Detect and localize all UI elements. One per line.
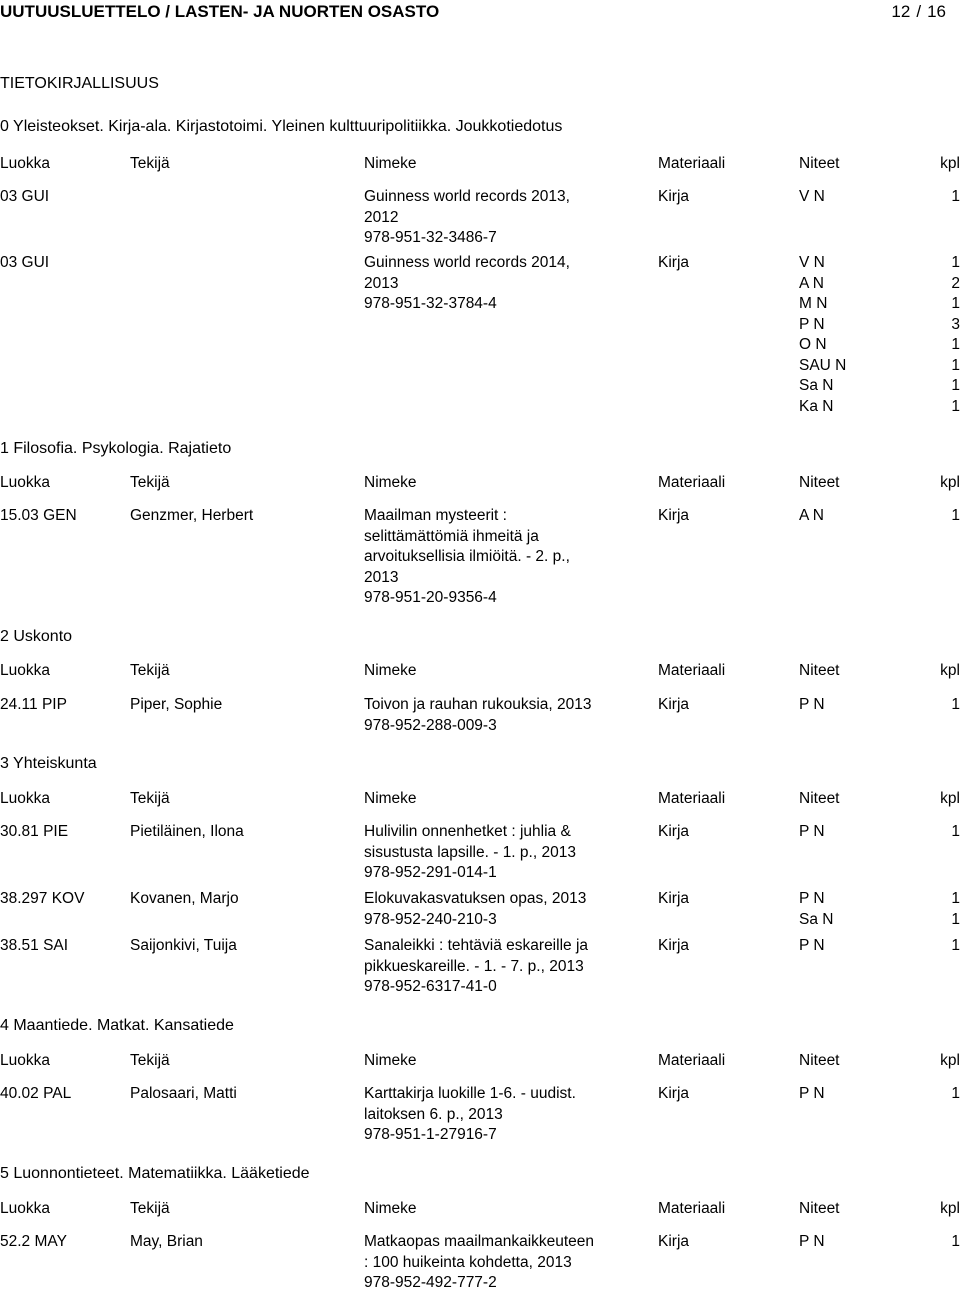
niteet-row [799,1084,960,1105]
niteet-row [799,274,960,295]
col-kpl: kpl [940,155,960,172]
niteet-kpl: 1 [951,295,960,312]
group-title: 4 Maantiede. Matkat. Kansatiede [0,1017,234,1034]
entry-materiaali: Kirja [658,890,690,907]
col-nimeke: Nimeke [364,790,417,807]
col-niteet: Niteet [799,155,840,172]
niteet-row [799,397,960,418]
entry-luokka: 24.11 PIP [0,696,67,713]
niteet-row [799,253,960,274]
nimeke-line: 2012 [364,208,399,226]
niteet-code: P N [799,890,825,907]
col-luokka: Luokka [0,662,50,679]
col-niteet: Niteet [799,662,840,679]
col-luokka: Luokka [0,155,50,172]
entry-niteet [799,187,960,208]
niteet-row [799,356,960,377]
entry-materiaali: Kirja [658,254,690,271]
niteet-code: SAU N [799,356,847,374]
entry-niteet [799,1084,960,1105]
niteet-row [799,910,960,931]
niteet-row [799,822,960,843]
niteet-code: P N [799,696,825,713]
section-title: TIETOKIRJALLISUUS [0,75,159,92]
col-materiaali: Materiaali [658,155,726,172]
entry-niteet [799,506,960,527]
entry-nimeke [364,253,570,315]
niteet-code: P N [799,1085,825,1102]
entry-nimeke [364,889,586,930]
col-niteet: Niteet [799,790,840,807]
nimeke-line: 978-951-32-3784-4 [364,295,497,312]
niteet-row [799,1232,960,1253]
nimeke-line: 978-951-1-27916-7 [364,1126,497,1143]
col-tekija: Tekijä [130,474,170,491]
nimeke-line: Sanaleikki : tehtäviä eskareille ja [364,937,589,954]
entry-materiaali: Kirja [658,507,690,524]
niteet-kpl: 1 [951,937,960,954]
niteet-kpl: 1 [951,188,960,205]
entry-luokka: 52.2 MAY [0,1233,67,1250]
col-nimeke: Nimeke [364,155,417,172]
niteet-row [799,506,960,527]
col-luokka: Luokka [0,790,50,807]
col-luokka: Luokka [0,474,50,491]
niteet-kpl: 1 [951,254,960,271]
table-header [0,1199,960,1219]
col-tekija: Tekijä [130,790,170,807]
nimeke-line: Guinness world records 2014, [364,254,570,271]
niteet-row [799,936,960,957]
entry-nimeke [364,187,570,249]
entry-nimeke [364,506,570,609]
col-materiaali: Materiaali [658,474,726,491]
nimeke-line: arvoituksellisia ilmiöitä. - 2. p., [364,548,570,565]
nimeke-line: laitoksen 6. p., 2013 [364,1105,503,1123]
nimeke-line: 978-951-20-9356-4 [364,589,497,606]
nimeke-line: 978-952-492-777-2 [364,1274,497,1291]
col-materiaali: Materiaali [658,1052,726,1069]
entry-luokka: 38.51 SAI [0,937,69,954]
group-title: 2 Uskonto [0,628,73,645]
nimeke-line: 978-951-32-3486-7 [364,229,497,246]
col-nimeke: Nimeke [364,1052,417,1069]
nimeke-line: 978-952-291-014-1 [364,864,497,881]
col-nimeke: Nimeke [364,1200,417,1217]
col-tekija: Tekijä [130,662,170,679]
niteet-code: Ka N [799,397,834,415]
niteet-kpl: 1 [951,356,960,374]
entry-niteet [799,1232,960,1253]
entry-niteet [799,253,960,417]
niteet-kpl: 1 [951,377,960,394]
niteet-code: V N [799,188,825,205]
table-header [0,154,960,174]
nimeke-line: Matkaopas maailmankaikkeuteen [364,1233,595,1250]
entry-nimeke [364,822,576,884]
col-luokka: Luokka [0,1200,50,1217]
page-number [891,2,946,22]
niteet-row [799,315,960,336]
niteet-kpl: 2 [951,274,960,292]
niteet-code: O N [799,336,827,353]
nimeke-line: 978-952-288-009-3 [364,716,497,734]
entry-tekija: Palosaari, Matti [130,1085,237,1102]
niteet-code: A N [799,274,824,292]
niteet-kpl: 1 [951,1233,960,1250]
col-kpl: kpl [940,790,960,807]
table-header [0,473,960,493]
niteet-kpl: 3 [951,315,960,333]
nimeke-line: Karttakirja luokille 1-6. - uudist. [364,1085,576,1102]
nimeke-line: 978-952-240-210-3 [364,910,497,928]
entry-luokka: 03 GUI [0,254,50,271]
table-header [0,661,960,681]
niteet-code: P N [799,823,825,840]
entry-materiaali: Kirja [658,1233,690,1250]
niteet-code: V N [799,254,825,271]
page-title: UUTUUSLUETTELO / LASTEN- JA NUORTEN OSASTO [0,2,440,21]
nimeke-line: 978-952-6317-41-0 [364,978,497,995]
col-niteet: Niteet [799,1200,840,1217]
entry-luokka: 30.81 PIE [0,823,69,840]
col-kpl: kpl [940,1200,960,1217]
entry-tekija: Pietiläinen, Ilona [130,823,244,840]
col-materiaali: Materiaali [658,1200,726,1217]
entry-luokka: 15.03 GEN [0,507,77,524]
col-tekija: Tekijä [130,1200,170,1217]
niteet-kpl: 1 [951,890,960,907]
col-materiaali: Materiaali [658,662,726,679]
entry-tekija: Genzmer, Herbert [130,507,254,524]
entry-nimeke [364,1232,594,1292]
entry-luokka: 38.297 KOV [0,890,85,907]
niteet-row [799,695,960,716]
col-kpl: kpl [940,1052,960,1069]
nimeke-line: 2013 [364,274,399,292]
table-header [0,789,960,809]
col-nimeke: Nimeke [364,474,417,491]
entry-niteet [799,695,960,716]
niteet-row [799,889,960,910]
niteet-kpl: 1 [951,910,960,928]
niteet-kpl: 1 [951,1085,960,1102]
niteet-code: P N [799,315,825,333]
entry-materiaali: Kirja [658,823,690,840]
entry-nimeke [364,695,591,736]
entry-tekija: Piper, Sophie [130,696,223,713]
col-tekija: Tekijä [130,1052,170,1069]
niteet-kpl: 1 [951,336,960,353]
entry-niteet [799,889,960,930]
nimeke-line: Elokuvakasvatuksen opas, 2013 [364,890,587,907]
col-kpl: kpl [940,474,960,491]
niteet-code: Sa N [799,910,834,928]
nimeke-line: sisustusta lapsille. - 1. p., 2013 [364,843,576,861]
niteet-kpl: 1 [951,397,960,415]
page-total: 16 [927,2,946,21]
col-kpl: kpl [940,662,960,679]
col-tekija: Tekijä [130,155,170,172]
entry-tekija: Kovanen, Marjo [130,890,239,907]
entry-nimeke [364,936,588,998]
col-niteet: Niteet [799,474,840,491]
niteet-kpl: 1 [951,696,960,713]
group-title: 0 Yleisteokset. Kirja-ala. Kirjastotoimi. Yleinen kulttuuripolitiikka. Joukkotiedotus [0,118,563,135]
nimeke-line: Toivon ja rauhan rukouksia, 2013 [364,696,592,713]
entry-materiaali: Kirja [658,937,690,954]
niteet-code: Sa N [799,377,834,394]
nimeke-line: Maailman mysteerit : [364,507,507,524]
entry-luokka: 40.02 PAL [0,1085,72,1102]
niteet-row [799,294,960,315]
entry-tekija: Saijonkivi, Tuija [130,937,237,954]
group-title: 1 Filosofia. Psykologia. Rajatieto [0,440,232,457]
col-nimeke: Nimeke [364,662,417,679]
entry-tekija: May, Brian [130,1233,203,1250]
entry-materiaali: Kirja [658,1085,690,1102]
group-title: 5 Luonnontieteet. Matematiikka. Lääketiede [0,1165,310,1182]
page-current: 12 [891,2,911,21]
table-header [0,1051,960,1071]
entry-niteet [799,936,960,957]
col-niteet: Niteet [799,1052,840,1069]
nimeke-line: Hulivilin onnenhetket : juhlia & [364,823,571,840]
group-title: 3 Yhteiskunta [0,755,97,772]
niteet-row [799,376,960,397]
col-luokka: Luokka [0,1052,50,1069]
nimeke-line: pikkueskareille. - 1. - 7. p., 2013 [364,957,584,975]
niteet-row [799,187,960,208]
niteet-kpl: 1 [951,507,960,524]
niteet-row [799,335,960,356]
nimeke-line: selittämättömiä ihmeitä ja [364,527,539,545]
entry-materiaali: Kirja [658,696,690,713]
niteet-code: P N [799,937,825,954]
niteet-code: A N [799,507,824,524]
entry-niteet [799,822,960,843]
niteet-code: P N [799,1233,825,1250]
page-separator: / [916,2,922,21]
niteet-code: M N [799,295,828,312]
nimeke-line: 2013 [364,568,399,586]
entry-nimeke [364,1084,576,1146]
col-materiaali: Materiaali [658,790,726,807]
nimeke-line: Guinness world records 2013, [364,188,570,205]
entry-materiaali: Kirja [658,188,690,205]
entry-luokka: 03 GUI [0,188,50,205]
nimeke-line: : 100 huikeinta kohdetta, 2013 [364,1253,572,1271]
niteet-kpl: 1 [951,823,960,840]
